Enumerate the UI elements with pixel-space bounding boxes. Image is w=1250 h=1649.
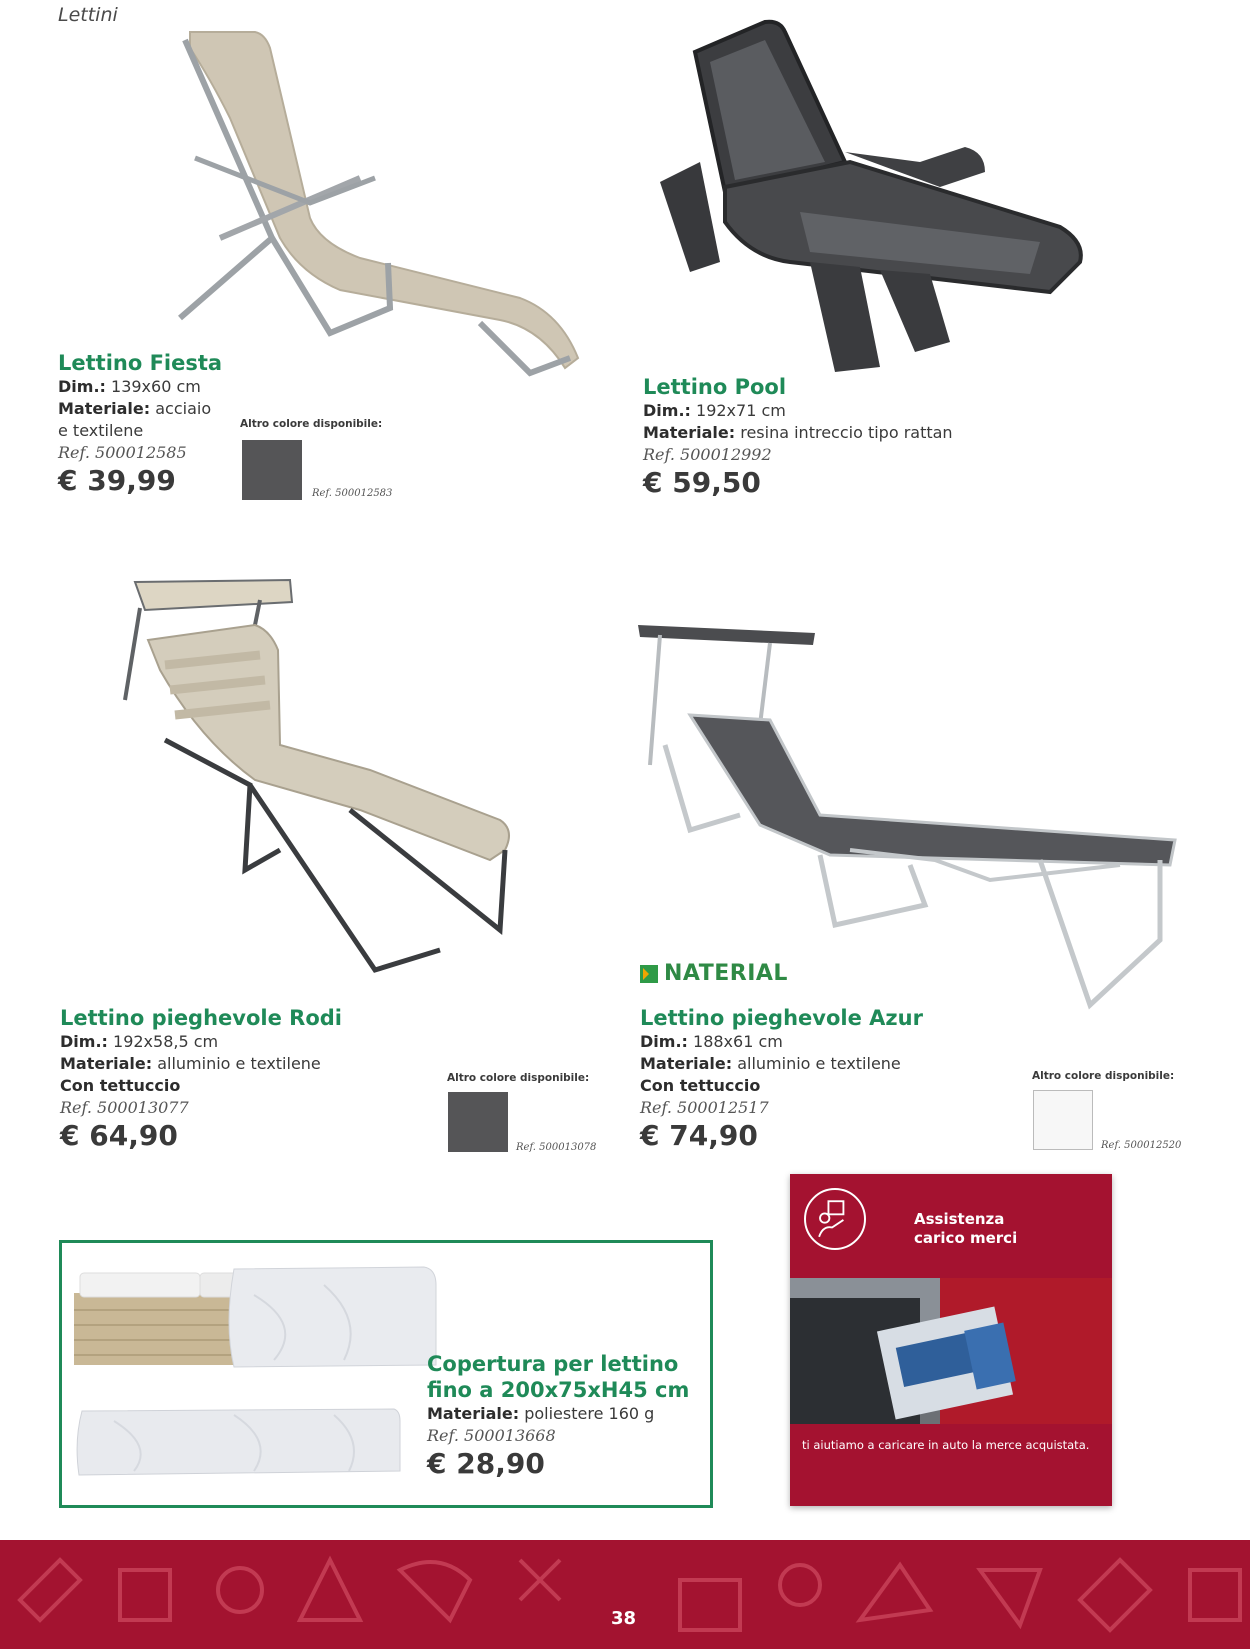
extra-feature: Con tettuccio (60, 1076, 181, 1095)
dim-value: 139x60 cm (111, 377, 201, 396)
product-ref: Ref. 500012585 (58, 443, 187, 462)
dim-label: Dim.: (60, 1032, 108, 1051)
cover-title-line2: fino a 200x75xH45 cm (427, 1378, 690, 1402)
material-label: Materiale: (640, 1054, 733, 1073)
service-title-line1: Assistenza (914, 1210, 1005, 1228)
product-dimensions (58, 376, 278, 398)
product-dimensions (643, 400, 1083, 422)
product-price: € 59,50 (643, 466, 761, 499)
product-title: Lettino Fiesta (58, 351, 223, 375)
product-price: € 28,90 (427, 1447, 545, 1480)
product-extra (60, 1075, 440, 1097)
service-title (914, 1210, 1017, 1248)
lettino-azur-image (630, 615, 1200, 1015)
material-label: Materiale: (427, 1404, 520, 1423)
product-extra (640, 1075, 1020, 1097)
delivery-person-icon (804, 1188, 866, 1250)
section-label: Lettini (58, 4, 118, 26)
brand-name: NATERIAL (664, 961, 788, 986)
cover-full-image (74, 1401, 404, 1481)
lettino-pool-image (640, 12, 1110, 392)
alt-color-swatch (1033, 1090, 1093, 1150)
dim-label: Dim.: (58, 377, 106, 396)
product-lettino-pool (643, 374, 1083, 500)
material-value: alluminio e textilene (157, 1054, 321, 1073)
product-ref: Ref. 500013668 (427, 1426, 556, 1445)
dim-label: Dim.: (640, 1032, 688, 1051)
page-footer (0, 1540, 1250, 1649)
product-ref: Ref. 500013077 (60, 1098, 189, 1117)
product-price: € 64,90 (60, 1119, 178, 1152)
footer-pattern-icon (0, 1540, 1250, 1649)
service-title-line2: carico merci (914, 1229, 1018, 1247)
product-price: € 74,90 (640, 1119, 758, 1152)
product-title: Lettino Pool (643, 375, 787, 399)
lettino-fiesta-image (160, 28, 600, 383)
service-photo (790, 1278, 1112, 1424)
material-label: Materiale: (60, 1054, 153, 1073)
product-dimensions (60, 1031, 440, 1053)
brand-naterial (640, 961, 788, 986)
product-material (58, 398, 278, 420)
product-ref: Ref. 500012992 (643, 445, 772, 464)
product-material (643, 422, 1083, 444)
naterial-logo-icon (640, 965, 658, 983)
dim-label: Dim.: (643, 401, 691, 420)
product-title: Lettino pieghevole Azur (640, 1006, 923, 1030)
service-card (790, 1174, 1112, 1506)
alt-color-rodi (447, 1072, 617, 1160)
dim-value: 192x71 cm (696, 401, 786, 420)
alt-color-ref: Ref. 500012583 (312, 488, 393, 499)
product-material (60, 1053, 440, 1075)
material-label: Materiale: (58, 399, 151, 418)
product-material-cont: e textilene (58, 421, 144, 440)
service-description: ti aiutiamo a caricare in auto la merce acquistata. (802, 1438, 1090, 1452)
cover-covered-bed-image (74, 1265, 444, 1375)
dim-value: 192x58,5 cm (113, 1032, 219, 1051)
product-lettino-rodi (60, 1005, 440, 1153)
cover-promo-box (59, 1240, 713, 1508)
material-label: Materiale: (643, 423, 736, 442)
lettino-rodi-image (120, 570, 560, 1010)
product-material (640, 1053, 1020, 1075)
alt-color-swatch (242, 440, 302, 500)
product-price: € 39,99 (58, 464, 176, 497)
alt-color-label: Altro colore disponibile: (447, 1072, 590, 1084)
product-ref: Ref. 500012517 (640, 1098, 769, 1117)
alt-color-azur (1032, 1070, 1202, 1158)
page-number: 38 (611, 1608, 637, 1629)
product-material (427, 1403, 707, 1425)
product-dimensions (640, 1031, 1020, 1053)
alt-color-label: Altro colore disponibile: (1032, 1070, 1175, 1082)
cover-title-line1: Copertura per lettino (427, 1352, 679, 1376)
material-value: alluminio e textilene (737, 1054, 901, 1073)
alt-color-swatch (448, 1092, 508, 1152)
extra-feature: Con tettuccio (640, 1076, 761, 1095)
product-copertura (427, 1351, 707, 1481)
alt-color-ref: Ref. 500013078 (516, 1142, 597, 1153)
material-value: resina intreccio tipo rattan (740, 423, 953, 442)
material-value: poliestere 160 g (524, 1404, 655, 1423)
alt-color-ref: Ref. 500012520 (1101, 1140, 1182, 1151)
material-value: acciaio (155, 399, 212, 418)
dim-value: 188x61 cm (693, 1032, 783, 1051)
product-title: Lettino pieghevole Rodi (60, 1006, 342, 1030)
product-lettino-azur (640, 1005, 1020, 1153)
alt-color-fiesta (240, 418, 410, 506)
alt-color-label: Altro colore disponibile: (240, 418, 383, 430)
